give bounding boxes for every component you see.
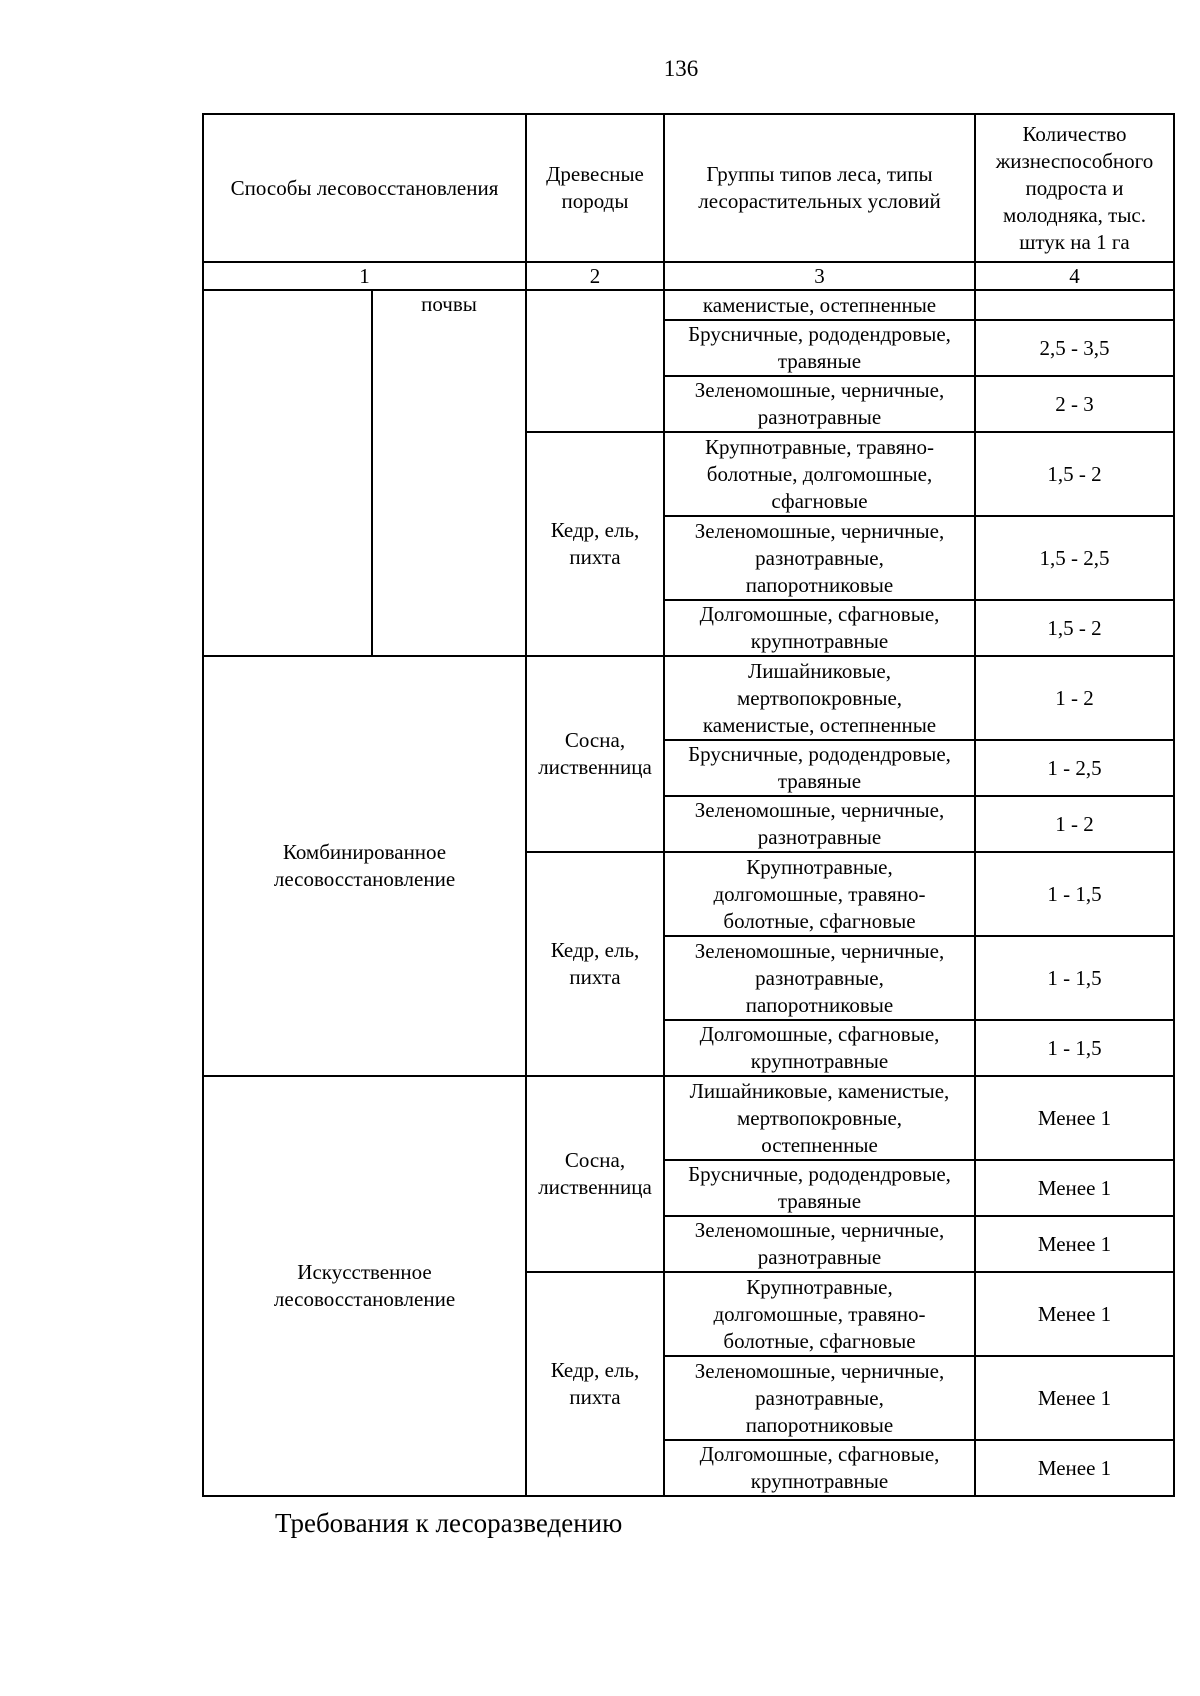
forest-types-cell: Брусничные, рододендровые, травяные [664,1160,975,1216]
quantity-cell: Менее 1 [975,1356,1174,1440]
quantity-cell: 1 - 1,5 [975,936,1174,1020]
forest-types-cell: Зеленомошные, черничные, разнотравные, папоротниковые [664,516,975,600]
quantity-cell: Менее 1 [975,1216,1174,1272]
forest-types-cell: Крупнотравные, долгомошные, травяно- болотные, сфагновые [664,852,975,936]
section-heading: Требования к лесоразведению [275,1508,623,1538]
quantity-cell: 1,5 - 2,5 [975,516,1174,600]
col-number-1: 1 [203,262,526,290]
header-forest-types: Группы типов леса, типы лесорастительных условий [664,114,975,262]
forest-types-cell: Зеленомошные, черничные, разнотравные, папоротниковые [664,936,975,1020]
forest-types-cell: Зеленомошные, черничные, разнотравные [664,1216,975,1272]
quantity-cell [975,290,1174,320]
forest-types-cell: Крупнотравные, долгомошные, травяно- болотные, сфагновые [664,1272,975,1356]
reforestation-table [202,113,1175,1497]
quantity-cell: 1 - 2 [975,656,1174,740]
quantity-cell: 2 - 3 [975,376,1174,432]
species-cell: Кедр, ель, пихта [526,852,664,1076]
method-combined: Комбинированное лесовосстановление [203,656,526,1076]
method-cell-continued [203,290,372,656]
quantity-cell: 1 - 2 [975,796,1174,852]
species-cell: Сосна, лиственница [526,656,664,852]
species-cell: Кедр, ель, пихта [526,432,664,656]
forest-types-cell: Крупнотравные, травяно- болотные, долгомошные, сфагновые [664,432,975,516]
forest-types-cell: Зеленомошные, черничные, разнотравные [664,376,975,432]
forest-types-cell: Долгомошные, сфагновые, крупнотравные [664,1440,975,1496]
table-row [203,1076,1174,1160]
table-row [203,290,1174,320]
col-number-2: 2 [526,262,664,290]
header-species: Древесные породы [526,114,664,262]
forest-types-cell: Зеленомошные, черничные, разнотравные, папоротниковые [664,1356,975,1440]
forest-types-cell: Зеленомошные, черничные, разнотравные [664,796,975,852]
quantity-cell: 1,5 - 2 [975,432,1174,516]
forest-types-cell: Лишайниковые, мертвопокровные, каменистые, остепненные [664,656,975,740]
table-header-row [203,114,1174,262]
forest-types-cell: Долгомошные, сфагновые, крупнотравные [664,1020,975,1076]
species-cell: Кедр, ель, пихта [526,1272,664,1496]
col-number-4: 4 [975,262,1174,290]
soil-label: почвы [372,290,526,656]
forest-types-cell: Брусничные, рододендровые, травяные [664,740,975,796]
header-quantity: Количество жизнеспособного подроста и молодняка, тыс. штук на 1 га [975,114,1174,262]
forest-types-cell: Лишайниковые, каменистые, мертвопокровные, остепненные [664,1076,975,1160]
forest-types-cell: Брусничные, рододендровые, травяные [664,320,975,376]
column-number-row [203,262,1174,290]
header-methods: Способы лесовосстановления [203,114,526,262]
forest-types-cell: каменистые, остепненные [664,290,975,320]
species-cell-blank [526,290,664,432]
forest-types-cell: Долгомошные, сфагновые, крупнотравные [664,600,975,656]
quantity-cell: 1 - 1,5 [975,852,1174,936]
quantity-cell: 1,5 - 2 [975,600,1174,656]
page-number: 136 [663,56,699,81]
method-artificial: Искусственное лесовосстановление [203,1076,526,1496]
quantity-cell: Менее 1 [975,1272,1174,1356]
col-number-3: 3 [664,262,975,290]
quantity-cell: Менее 1 [975,1076,1174,1160]
quantity-cell: Менее 1 [975,1160,1174,1216]
species-cell: Сосна, лиственница [526,1076,664,1272]
quantity-cell: 2,5 - 3,5 [975,320,1174,376]
table-row [203,656,1174,740]
quantity-cell: 1 - 2,5 [975,740,1174,796]
quantity-cell: 1 - 1,5 [975,1020,1174,1076]
quantity-cell: Менее 1 [975,1440,1174,1496]
